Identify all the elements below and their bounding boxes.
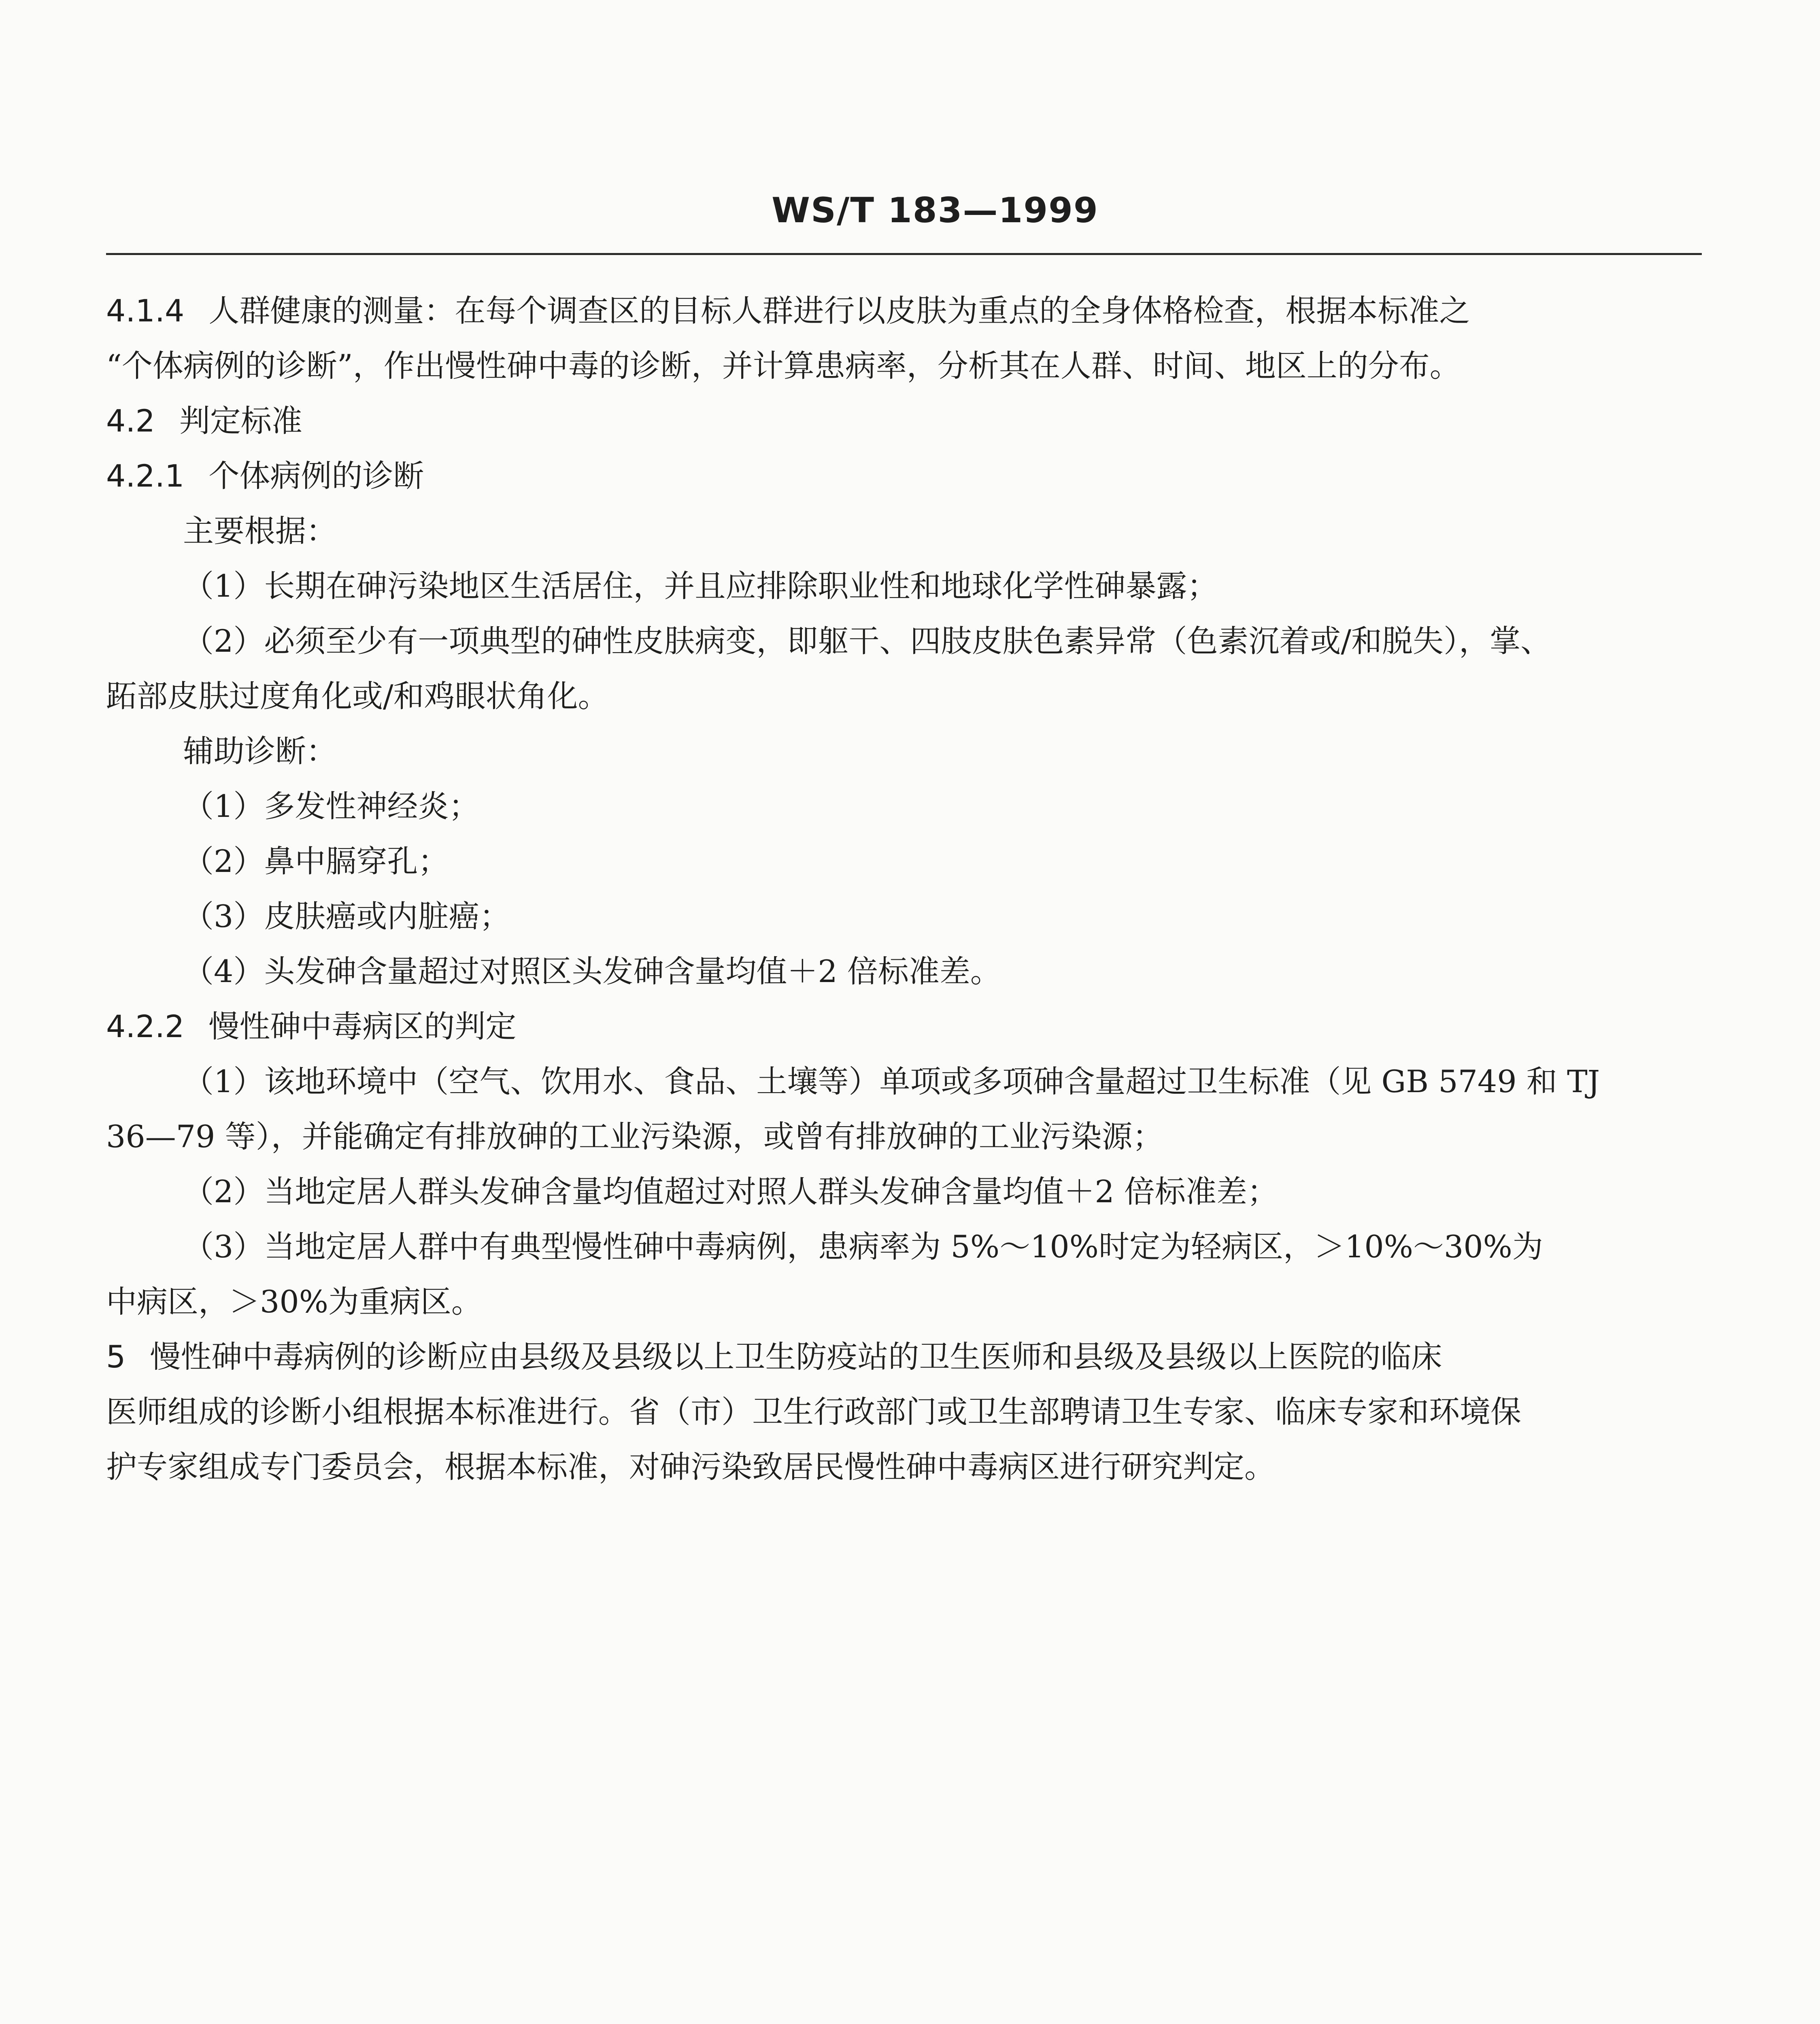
area-criterion-2: （2）当地定居人群头发砷含量均值超过对照人群头发砷含量均值＋2 倍标准差；: [183, 1174, 1278, 1210]
clause-5-line-2: 医师组成的诊断小组根据本标准进行。省（市）卫生行政部门或卫生部聘请卫生专家、临床专家和环境保: [106, 1394, 1521, 1430]
clause-title: 慢性砷中毒病区的判定: [208, 1008, 517, 1044]
clause-5-line-3: 护专家组成专门委员会，根据本标准，对砷污染致居民慢性砷中毒病区进行研究判定。: [106, 1449, 1275, 1485]
clause-text: 慢性砷中毒病例的诊断应由县级及县级以上卫生防疫站的卫生医师和县级及县级以上医院的临床: [150, 1339, 1442, 1375]
clause-number: 5: [106, 1339, 126, 1375]
clause-title: 个体病例的诊断: [208, 458, 424, 494]
auxiliary-item-4: （4）头发砷含量超过对照区头发砷含量均值＋2 倍标准差。: [183, 953, 1001, 989]
auxiliary-item-1: （1）多发性神经炎；: [183, 788, 480, 824]
main-basis-label: 主要根据：: [183, 513, 337, 549]
area-criterion-1-line-2: 36—79 等），并能确定有排放砷的工业污染源，或曾有排放砷的工业污染源；: [106, 1118, 1163, 1154]
area-criterion-3-line-1: （3）当地定居人群中有典型慢性砷中毒病例，患病率为 5%～10%时定为轻病区，＞10%～30%为: [183, 1229, 1543, 1265]
clause-number: 4.2.1: [106, 458, 185, 494]
clause-4-2-1-heading: [106, 449, 1702, 504]
header-rule: [106, 253, 1702, 255]
main-basis-item-1: （1）长期在砷污染地区生活居住，并且应排除职业性和地球化学性砷暴露；: [183, 568, 1218, 604]
area-criterion-3-line-2: 中病区，＞30%为重病区。: [106, 1284, 482, 1320]
area-criterion-1-line-1: （1）该地环境中（空气、饮用水、食品、土壤等）单项或多项砷含量超过卫生标准（见 GB 5749 和 TJ: [183, 1063, 1600, 1099]
clause-number: 4.1.4: [106, 293, 185, 329]
auxiliary-item-3: （3）皮肤癌或内脏癌；: [183, 898, 510, 934]
clause-4-1-4-line-2: “个体病例的诊断”，作出慢性砷中毒的诊断，并计算患病率，分析其在人群、时间、地区上的分布。: [106, 348, 1461, 384]
auxiliary-diagnosis-label: 辅助诊断：: [183, 733, 337, 769]
auxiliary-item-2: （2）鼻中膈穿孔；: [183, 843, 449, 879]
clause-4-2-2-heading: [106, 999, 1702, 1054]
document-body: [106, 283, 1702, 1495]
clause-number: 4.2: [106, 403, 155, 439]
clause-4-1-4-line-1: [106, 283, 1702, 338]
main-basis-item-2-line-1: （2）必须至少有一项典型的砷性皮肤病变，即躯干、四肢皮肤色素异常（色素沉着或/和脱失），掌、: [183, 623, 1551, 659]
main-basis-item-2-line-2: 跖部皮肤过度角化或/和鸡眼状角化。: [106, 678, 609, 714]
clause-text: 人群健康的测量：在每个调查区的目标人群进行以皮肤为重点的全身体格检查，根据本标准之: [208, 293, 1470, 329]
clause-number: 4.2.2: [106, 1008, 185, 1044]
clause-title: 判定标准: [179, 403, 302, 439]
clause-5-line-1: [106, 1329, 1702, 1384]
clause-4-2-heading: [106, 393, 1702, 449]
document-code: WS/T 183—1999: [772, 190, 1099, 231]
